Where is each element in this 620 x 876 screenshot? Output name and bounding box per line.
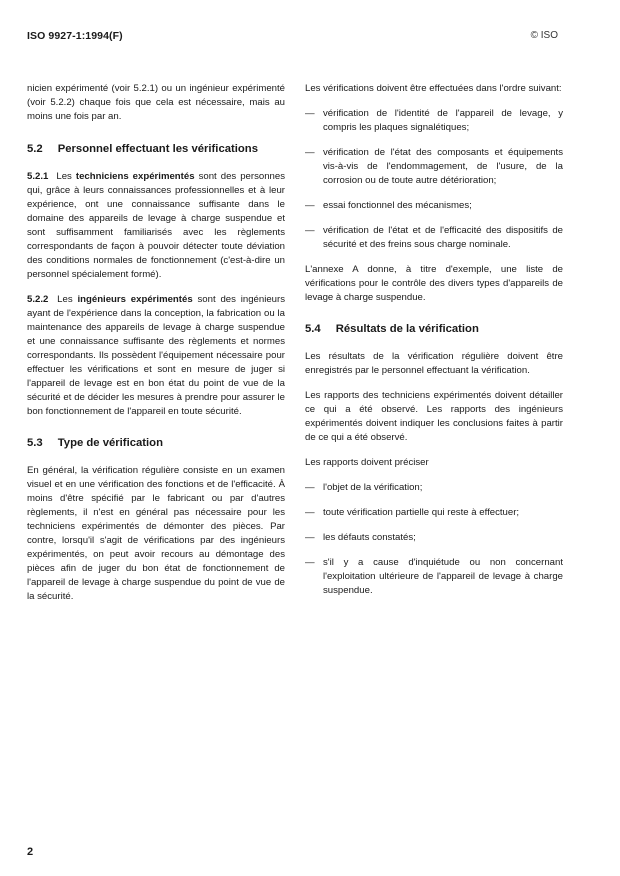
annex-note: L'annexe A donne, à titre d'exemple, une liste de vérifications pour le contrôle des divers types d'appareils de levage à charge suspendue. — [305, 264, 563, 303]
section-title: Personnel effectuant les vérifications — [57, 143, 258, 155]
right-column — [305, 82, 563, 609]
section-number: 5.3 — [27, 437, 43, 449]
paragraph-lead: Les — [57, 294, 73, 305]
section-number: 5.4 — [305, 323, 321, 335]
report-list — [305, 481, 563, 598]
paragraph-text: sont des personnes qui, grâce à leurs connaissances professionnelles et à leur expérience, ont une connaissance suffisante dans le domaine des appareils de levage à charge suspendue et sont suffisamment familiarisés avec les règlements correspondants de façon à pouvoir détecter toute déviation des conditions normales de fonctionnement (c'est-à-dire un personnel spécialement formé). — [27, 171, 286, 280]
defined-term: ingénieurs expérimentés — [77, 294, 193, 305]
section-5-2-heading — [27, 142, 285, 156]
copyright-notice: © ISO — [530, 30, 558, 41]
results-paragraph-1: Les résultats de la vérification régulière doivent être enregistrés par le personnel effectuant la vérification. — [305, 351, 563, 376]
list-item: — vérification de l'état des composants et équipements vis-à-vis de l'endommagement, de l'usure, de la corrosion ou de toute autre détérioration; — [305, 146, 563, 188]
subclause-number: 5.2.2 — [27, 294, 49, 305]
list-item: — toute vérification partielle qui reste à effectuer; — [305, 506, 563, 520]
section-title: Type de vérification — [57, 437, 163, 449]
page-number: 2 — [27, 846, 34, 858]
list-item: — l'objet de la vérification; — [305, 481, 563, 495]
subclause-number: 5.2.1 — [27, 171, 49, 182]
results-paragraph-2: Les rapports des techniciens expérimentés doivent détailler ce qui a été observé. Les rapports des ingénieurs expérimentés doivent indiquer les conclusions faites à partir de ce qui a été observé. — [305, 390, 563, 443]
defined-term: techniciens expérimentés — [75, 171, 195, 182]
paragraph-text: sont des ingénieurs ayant de l'expérience dans la conception, la fabrication ou la maintenance des appareils de levage à charge suspendue et une connaissance suffisante des règlements et normes correspondants. Ils possèdent l'équipement nécessaire pour effectuer les vérifications et sont en mesure de juger si l'appareil de levage est en bon état du point de vue de la sécurité et de décider les mesures à prendre pour assurer le bon fonctionnement de l'appareil en toute sécurité. — [27, 294, 286, 417]
section-5-3-heading — [27, 436, 285, 450]
section-title: Résultats de la vérification — [335, 323, 479, 335]
list-item: — essai fonctionnel des mécanismes; — [305, 199, 563, 213]
list-item: — vérification de l'état et de l'efficacité des dispositifs de sécurité et des freins sous charge nominale. — [305, 224, 563, 252]
paragraph-lead: Les — [56, 171, 72, 182]
section-5-4-heading — [305, 322, 563, 336]
list-item: — s'il y a cause d'inquiétude ou non concernant l'exploitation ultérieure de l'appareil de levage à charge suspendue. — [305, 556, 563, 598]
list-item: — vérification de l'identité de l'appareil de levage, y compris les plaques signalétiques; — [305, 107, 563, 135]
left-column — [27, 82, 285, 615]
section-number: 5.2 — [27, 143, 43, 155]
order-list — [305, 107, 563, 252]
paragraph-5-3: En général, la vérification régulière consiste en un examen visuel et en une vérification des fonctions et de l'efficacité. À moins d'être spécifié par le fabricant ou par d'autres règlements, il n'est en général pas nécessaire pour les techniciens expérimentés de démonter des pièces. Par contre, lorsqu'il s'agit de vérifications par des ingénieurs expérimentés, on peut avoir recours au démontage des pièces afin de juger du bon état de fonctionnement de l'appareil de levage à charge suspendue du point de vue de la sécurité. — [27, 465, 285, 602]
order-intro: Les vérifications doivent être effectuées dans l'ordre suivant: — [305, 83, 562, 94]
paragraph-5-2-2 — [27, 293, 285, 419]
standard-reference: ISO 9927-1:1994(F) — [27, 30, 123, 42]
paragraph-5-2-1 — [27, 170, 285, 282]
intro-continuation: nicien expérimenté (voir 5.2.1) ou un ingénieur expérimenté (voir 5.2.2) chaque fois que cela est nécessaire, mais au moins une fois par an. — [27, 83, 285, 122]
list-item: — les défauts constatés; — [305, 531, 563, 545]
results-paragraph-3: Les rapports doivent préciser — [305, 457, 429, 468]
